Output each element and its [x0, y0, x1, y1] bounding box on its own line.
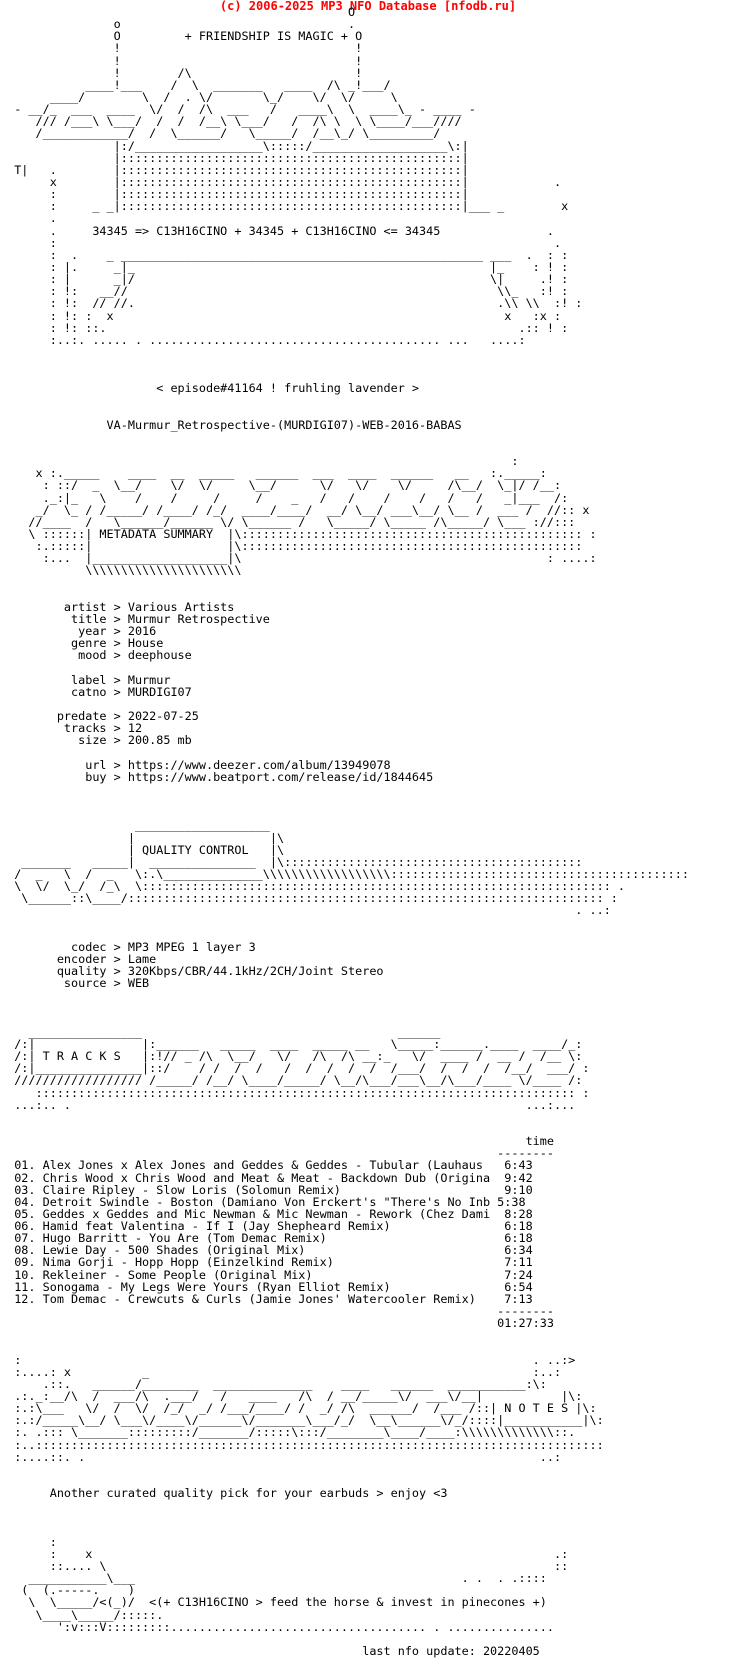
nfo-line: ____/ \ / . \/ \_/ \/ \/ \ — [0, 89, 398, 104]
nfo-line: tracks > 12 — [0, 721, 143, 736]
nfo-line: //____ / \______/______ \/ \______ / \_____/ \_____ /\_____/ \___ ://::: — [0, 514, 576, 529]
nfo-line — [0, 795, 736, 807]
nfo-line — [0, 346, 736, 358]
nfo-line: :....: x _ :..: — [0, 1364, 562, 1379]
nfo-line: label > Murmur — [0, 672, 171, 687]
nfo-line: :..:::::::::::::::::::::::::::::::::::::::::::::::::::::::::::::::::::::::::::::::: — [0, 1437, 604, 1452]
nfo-line: : |. _|_ |_ : ! : — [0, 259, 569, 274]
nfo-line — [0, 1463, 736, 1475]
nfo-line: : . — [0, 235, 562, 250]
nfo-line — [0, 747, 736, 759]
nfo-line: : — [0, 454, 519, 469]
nfo-line: x :._____ ____ __ _____ ______ ___ ____ ______ __ :._____: — [0, 466, 547, 481]
nfo-line: last nfo update: 20220405 — [0, 1643, 540, 1658]
nfo-line: |::::::::::::::::::::::::::::::::::::::::::::::::| — [0, 150, 469, 165]
nfo-line — [0, 407, 736, 419]
nfo-line: : |::::::::::::::::::::::::::::::::::::::::::::::::| — [0, 187, 469, 202]
nfo-line: VA-Murmur_Retrospective-(MURDIGI07)-WEB-2016-BABAS — [0, 417, 462, 432]
nfo-line — [0, 1511, 736, 1523]
nfo-line: /____________/ / \______/ \_____/ /__\_/ \_________/ — [0, 126, 441, 141]
nfo-line: ::.... \ :: — [0, 1559, 569, 1573]
nfo-line: :....::. . ..: — [0, 1449, 562, 1464]
nfo-line — [0, 1341, 736, 1353]
nfo-line: /:|_______________|::/ / / / / / / / / / /___/ / / / /__/ ___/ : — [0, 1061, 590, 1076]
nfo-line: ! ! — [0, 41, 363, 56]
nfo-line: 07. Hugo Barritt - You Are (Tom Demac Remix) 6:18 — [0, 1231, 533, 1246]
nfo-line: ...:.. . ...:... — [0, 1097, 576, 1112]
nfo-line: : !: // //. .\\ \\ :! : — [0, 296, 583, 311]
nfo-line: codec > MP3 MPEG 1 layer 3 — [0, 939, 256, 954]
nfo-line: -------- — [0, 1304, 554, 1319]
nfo-line: :... |___________________|\ : ....: — [0, 551, 597, 566]
nfo-line: \\\\\\\\\\\\\\\\\\\\\\ — [0, 563, 242, 578]
nfo-line: \____\_____/:::::. — [0, 1607, 164, 1622]
nfo-line: _______ _____| _______________ |\:::::::::::::::::::::::::::::::::::::::::: — [0, 854, 583, 869]
nfo-line: / _ \ / _ \:.\______________\\\\\\\\\\\\\\\\\\:::::::::::::::::::::::::::::::::::::::::: — [0, 866, 689, 881]
nfo-line: :.:::::| |\:::::::::::::::::::::::::::::::::::::::::::::::: — [0, 539, 583, 554]
nfo-line: url > https://www.deezer.com/album/13949078 — [0, 757, 391, 772]
nfo-line — [0, 431, 736, 443]
nfo-line: O — [0, 6, 356, 19]
nfo-line: :.:\___ \/ / \/ /_/ _/ /___/____/ / _/ /\ ______/ /___ /::| N O T E S |\: — [0, 1401, 597, 1416]
nfo-line — [0, 1111, 736, 1123]
nfo-line: o . — [0, 17, 356, 32]
nfo-line: 12. Tom Demac - Crewcuts & Curls (Jamie Jones' Watercooler Remix) 7:13 — [0, 1291, 533, 1306]
nfo-line: .:._:__/\ / ___/\ .___/ / ____ /\ / __/_____\/ ___\/__| |\: — [0, 1389, 583, 1404]
nfo-line: | |\ — [0, 830, 285, 845]
nfo-line: . — [0, 211, 57, 226]
nfo-line — [0, 783, 736, 795]
nfo-line: -------- — [0, 1146, 554, 1161]
nfo-line — [0, 929, 736, 941]
nfo-line: \ \_____/<(_)/ <(+ C13H16CINO > feed the horse & invest in pinecones +) — [0, 1595, 547, 1610]
nfo-line: : . _ ___________________________________________________ ___ . : : — [0, 247, 569, 262]
nfo-line — [0, 395, 736, 407]
nfo-line: /:| |:______ _____ ____ _____ __ \_____:______.____ ____/_: — [0, 1036, 583, 1051]
nfo-line: ! ! — [0, 53, 363, 68]
nfo-line: : . ..:> — [0, 1352, 576, 1367]
nfo-line: 04. Detroit Swindle - Boston (Damiano Von Erckert's "There's No Inb 5:38 — [0, 1194, 526, 1209]
nfo-line: : !: : x x :x : — [0, 308, 562, 323]
nfo-line — [0, 917, 736, 929]
nfo-line: ////////////////// /_____/ /__/ \____/_____/ \__/\___/___\__/\___/____ \/____ /: — [0, 1073, 583, 1088]
nfo-line: predate > 2022-07-25 — [0, 709, 199, 724]
nfo-line: ':v:::V:::::::::.................................... . ............... — [0, 1619, 554, 1634]
nfo-line: |:/__________________\:::::/___________________\:| — [0, 138, 469, 153]
nfo-line: \ ::::::| METADATA SUMMARY |\:::::::::::::::::::::::::::::::::::::::::::::::: : — [0, 527, 597, 542]
nfo-line: ! /\ ! — [0, 65, 363, 80]
nfo-line: 06. Hamid feat Valentina - If I (Jay Shepheard Remix) 6:18 — [0, 1219, 533, 1234]
nfo-line: T| . |::::::::::::::::::::::::::::::::::::::::::::::::| — [0, 162, 469, 177]
nfo-line: : | _|/ \| .! : — [0, 272, 569, 287]
nfo-line: O + FRIENDSHIP IS MAGIC + O — [0, 29, 363, 44]
nfo-line: Another curated quality pick for your earbuds > enjoy <3 — [0, 1486, 448, 1501]
nfo-line: year > 2016 — [0, 624, 157, 639]
nfo-line: mood > deephouse — [0, 648, 192, 663]
nfo-line: ____!___ / \ _______ ____ /\ _!___/ — [0, 77, 391, 92]
nfo-line: quality > 320Kbps/CBR/44.1kHz/2CH/Joint Stereo — [0, 964, 384, 979]
site-header: (c) 2006-2025 MP3 NFO Database [nfodb.ru] — [219, 0, 517, 13]
nfo-line — [0, 1329, 736, 1341]
nfo-line: 08. Lewie Day - 500 Shades (Original Mix) 6:34 — [0, 1243, 533, 1258]
nfo-line: :.:/_____\__/ \___\/____\/______\/_______\___/_/ \__\______\/_/::::|___________|\: — [0, 1413, 604, 1428]
nfo-line: 02. Chris Wood x Chris Wood and Meat & Meat - Backdown Dub (Origina 9:42 — [0, 1170, 533, 1185]
nfo-line: _/ \_ / /_____/ /____/ /_/ ____/____/ __/ \__/ ___\__/ \__ / ___ / //:: x — [0, 502, 590, 517]
nfo-line: : !: __// \\_ :! : — [0, 284, 569, 299]
nfo-line: ( (.-----. ) — [0, 1583, 135, 1598]
nfo-line: :. .::: \_______:::::::::/_______/:::::\:::/________\____/____:\\\\\\\\\\\\\::. — [0, 1425, 576, 1440]
nfo-line: 09. Nima Gorji - Hopp Hopp (Einzelkind Remix) 7:11 — [0, 1255, 533, 1270]
nfo-line: \______::\____/::::::::::::::::::::::::::::::::::::::::::::::::::::::::::::::::::: : — [0, 891, 618, 906]
nfo-line — [0, 1524, 736, 1536]
nfo-line: time — [0, 1134, 554, 1149]
nfo-line: :::::::::::::::::::::::::::::::::::::::::::::::::::::::::::::::::::::::::::: : — [0, 1085, 590, 1100]
nfo-line: ________________ ______ — [0, 1024, 441, 1039]
nfo-line: buy > https://www.beatport.com/release/id/1844645 — [0, 769, 434, 784]
nfo-line: - __/_ ___ ____ \/ / /\ ___ / ____\ \ ____\_ - ____ - — [0, 102, 476, 117]
nfo-line: : _ _|::::::::::::::::::::::::::::::::::::::::::::::::|___ _ x — [0, 199, 569, 214]
nfo-line — [0, 358, 736, 370]
nfo-line: encoder > Lame — [0, 951, 157, 966]
nfo-line: < episode#41164 ! fruhling lavender > — [0, 381, 420, 396]
nfo-line: : — [0, 1534, 57, 1549]
nfo-line: genre > House — [0, 636, 164, 651]
nfo-line: : ::/ _ \__/ \/ \/ \__/ \/ \/ \/ /\__/ \_|/ /__: — [0, 478, 562, 493]
nfo-line: title > Murmur Retrospective — [0, 612, 270, 627]
nfo-line: | QUALITY CONTROL |\ — [0, 842, 285, 857]
nfo-line: catno > MURDIGI07 — [0, 684, 192, 699]
nfo-line: ._:|_ \ / / / / _ / / / / / / _|___ /: — [0, 490, 569, 505]
nfo-line — [0, 1499, 736, 1511]
nfo-line: 01. Alex Jones x Alex Jones and Geddes & Geddes - Tubular (Lauhaus 6:43 — [0, 1158, 533, 1173]
nfo-line: source > WEB — [0, 976, 150, 991]
nfo-line: 05. Geddes x Geddes and Mic Newman & Mic Newman - Rework (Chez Dami 8:28 — [0, 1206, 533, 1221]
nfo-line: /// /___\ \___/ / / /__\ \___/ / /\ \ \ \____/___//// — [0, 114, 462, 129]
nfo-line: . 34345 => C13H16CINO + 34345 + C13H16CINO <= 34345 . — [0, 223, 554, 238]
nfo-line: : x .: — [0, 1546, 569, 1561]
nfo-line — [0, 577, 736, 589]
nfo-line — [0, 662, 736, 674]
nfo-line: .::. ______/________ ______________ ____ ______ ___________:\: — [0, 1376, 547, 1391]
nfo-line: 10. Rekleiner - Some People (Original Mix) 7:24 — [0, 1267, 533, 1282]
nfo-line: artist > Various Artists — [0, 599, 235, 614]
nfo-line: 11. Sonogama - My Legs Were Yours (Ryan Elliot Remix) 6:54 — [0, 1279, 533, 1294]
nfo-line: /:| T R A C K S |:!// _ /\ \__/ \/ /\ /\ __:_ \/ ____ / __ / /__ \: — [0, 1049, 583, 1064]
nfo-line — [0, 989, 736, 1001]
nfo-line: 03. Claire Ripley - Slow Loris (Solomun Remix) 9:10 — [0, 1182, 533, 1197]
nfo-line: :..:. ..... . ......................................... ... ....: — [0, 332, 526, 347]
nfo-line — [0, 1014, 736, 1026]
nfo-line: x |::::::::::::::::::::::::::::::::::::::::::::::::| . — [0, 174, 562, 189]
nfo-line: \ \/ \_/ /_\ \:::::::::::::::::::::::::::::::::::::::::::::::::::::::::::::::::: . — [0, 879, 626, 894]
nfo-line: ___________________ — [0, 818, 270, 833]
nfo-line: : !: ::. .:: ! : — [0, 320, 569, 335]
nfo-line: . ..: — [0, 903, 611, 918]
nfo-document — [0, 6, 736, 1668]
nfo-line — [0, 1002, 736, 1014]
nfo-line: ___________\___ . . . .:::: — [0, 1571, 547, 1586]
nfo-line: 01:27:33 — [0, 1316, 554, 1331]
nfo-line: size > 200.85 mb — [0, 733, 192, 748]
